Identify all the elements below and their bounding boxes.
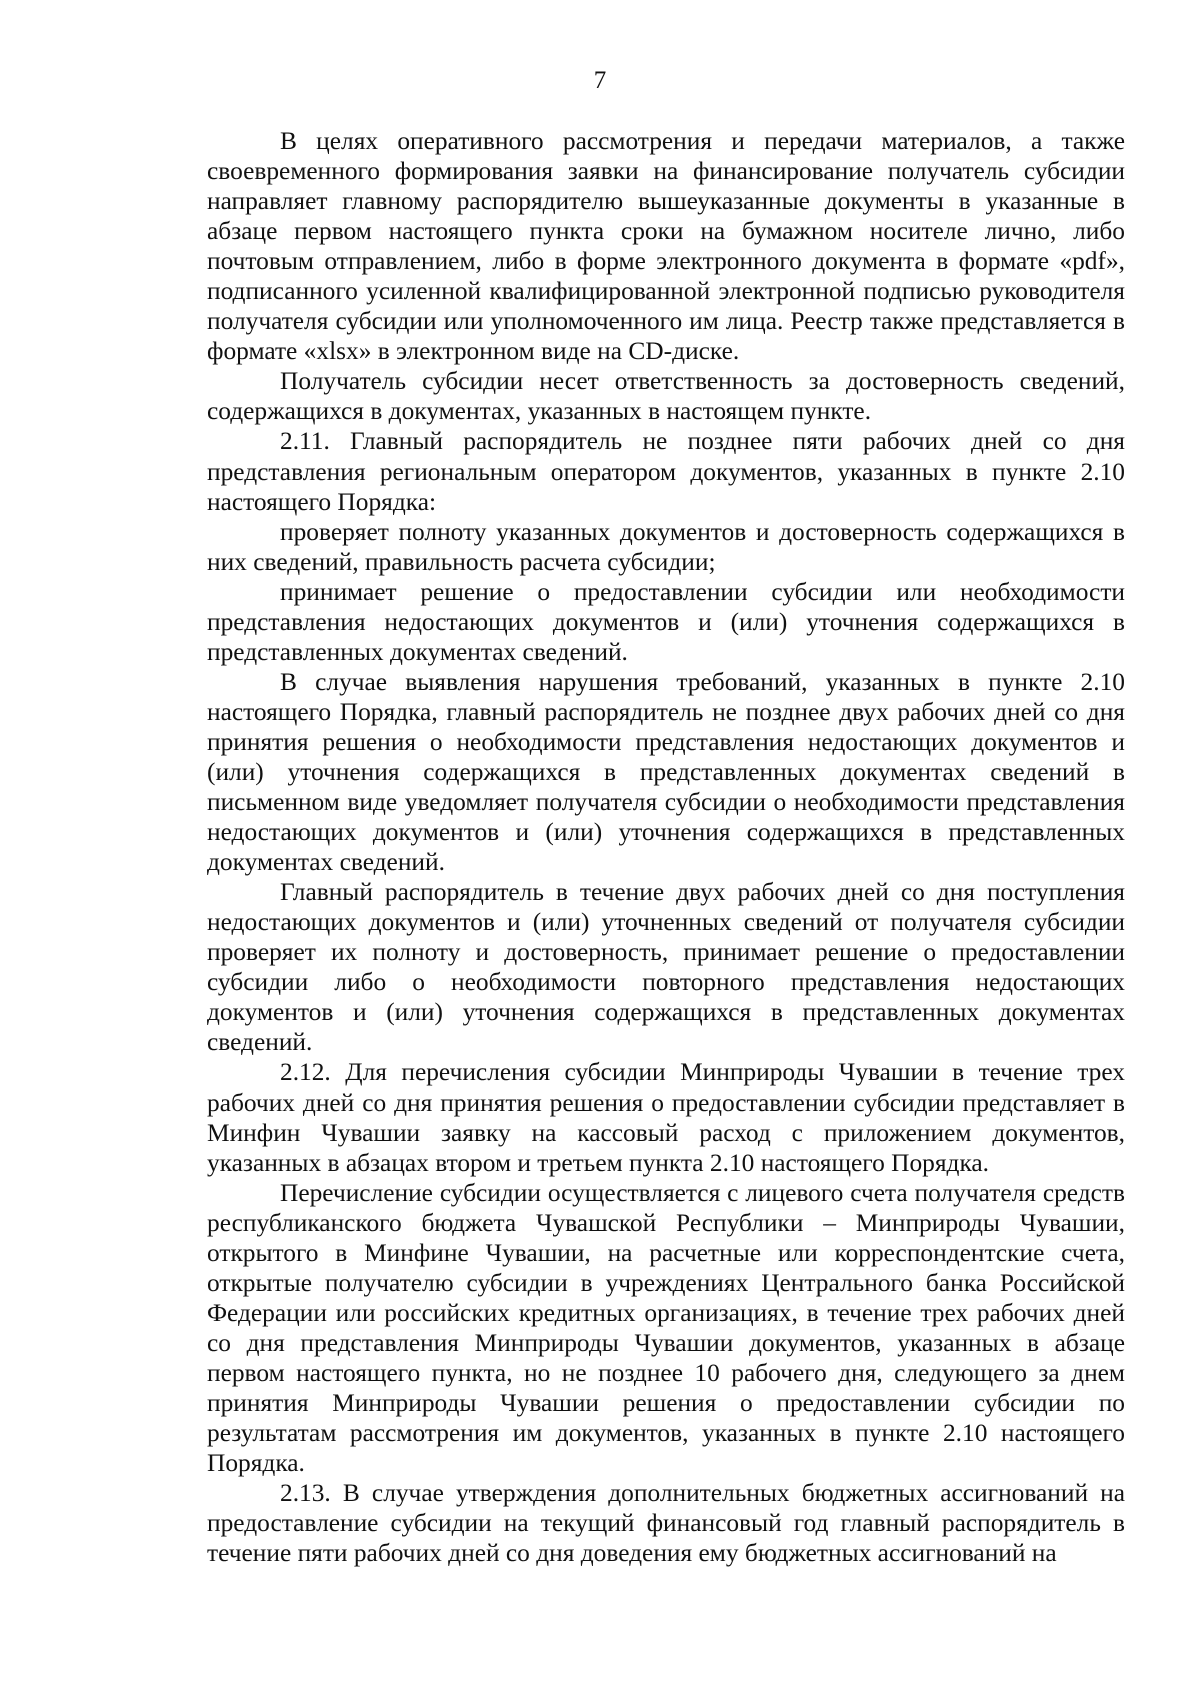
paragraph: 2.12. Для перечисления субсидии Минприроды Чувашии в течение трех рабочих дней со дня принятия решения о предоставлении субсидии представляет в Минфин Чувашии заявку на кассовый расход с приложением документов, указанных в абзацах втором и третьем пункта 2.10 настоящего Порядка. bbox=[207, 1058, 1125, 1177]
paragraph: Перечисление субсидии осуществляется с лицевого счета получателя средств республиканского бюджета Чувашской Республики – Минприроды Чувашии, открытого в Минфине Чувашии, на расчетные или корреспондентские счета, открытые получателю субсидии в учреждениях Центрального банка Российской Федерации или российских кредитных организациях, в течение трех рабочих дней со дня представления Минприроды Чувашии документов, указанных в абзаце первом настоящего пункта, но не позднее 10 рабочего дня, следующего за днем принятия Минприроды Чувашии решения о предоставлении субсидии по результатам рассмотрения им документов, указанных в пункте 2.10 настоящего Порядка. bbox=[207, 1178, 1125, 1478]
paragraph: В целях оперативного рассмотрения и передачи материалов, а также своевременного формирования заявки на финансирование получатель субсидии направляет главному распорядителю вышеуказанные документы в указанные в абзаце первом настоящего пункта сроки на бумажном носителе лично, либо почтовым отправлением, либо в форме электронного документа в формате «pdf», подписанного усиленной квалифицированной электронной подписью руководителя получателя субсидии или уполномоченного им лица. Реестр также представляется в формате «xlsx» в электронном виде на CD-диске. bbox=[207, 127, 1125, 366]
page-number: 7 bbox=[593, 67, 607, 94]
paragraph: проверяет полноту указанных документов и достоверность содержащихся в них сведений, правильность расчета субсидии; bbox=[207, 517, 1125, 576]
paragraph: принимает решение о предоставлении субсидии или необходимости представления недостающих документов и (или) уточнения содержащихся в представленных документах сведений. bbox=[207, 577, 1125, 666]
paragraph: 2.13. В случае утверждения дополнительных бюджетных ассигнований на предоставление субсидии на текущий финансовый год главный распорядитель в течение пяти рабочих дней со дня доведения ему бюджетных ассигнований на bbox=[207, 1479, 1125, 1568]
paragraph: 2.11. Главный распорядитель не позднее пяти рабочих дней со дня представления региональным оператором документов, указанных в пункте 2.10 настоящего Порядка: bbox=[207, 427, 1125, 516]
document-body bbox=[207, 126, 1125, 1568]
paragraph: В случае выявления нарушения требований, указанных в пункте 2.10 настоящего Порядка, главный распорядитель не позднее двух рабочих дней со дня принятия решения о необходимости представления недостающих документов и (или) уточнения содержащихся в представленных документах сведений в письменном виде уведомляет получателя субсидии о необходимости представления недостающих документов и (или) уточнения содержащихся в представленных документах сведений. bbox=[207, 667, 1125, 877]
paragraph: Получатель субсидии несет ответственность за достоверность сведений, содержащихся в документах, указанных в настоящем пункте. bbox=[207, 367, 1125, 426]
paragraph: Главный распорядитель в течение двух рабочих дней со дня поступления недостающих документов и (или) уточненных сведений от получателя субсидии проверяет их полноту и достоверность, принимает решение о предоставлении субсидии либо о необходимости повторного представления недостающих документов и (или) уточнения содержащихся в представленных документах сведений. bbox=[207, 878, 1125, 1057]
